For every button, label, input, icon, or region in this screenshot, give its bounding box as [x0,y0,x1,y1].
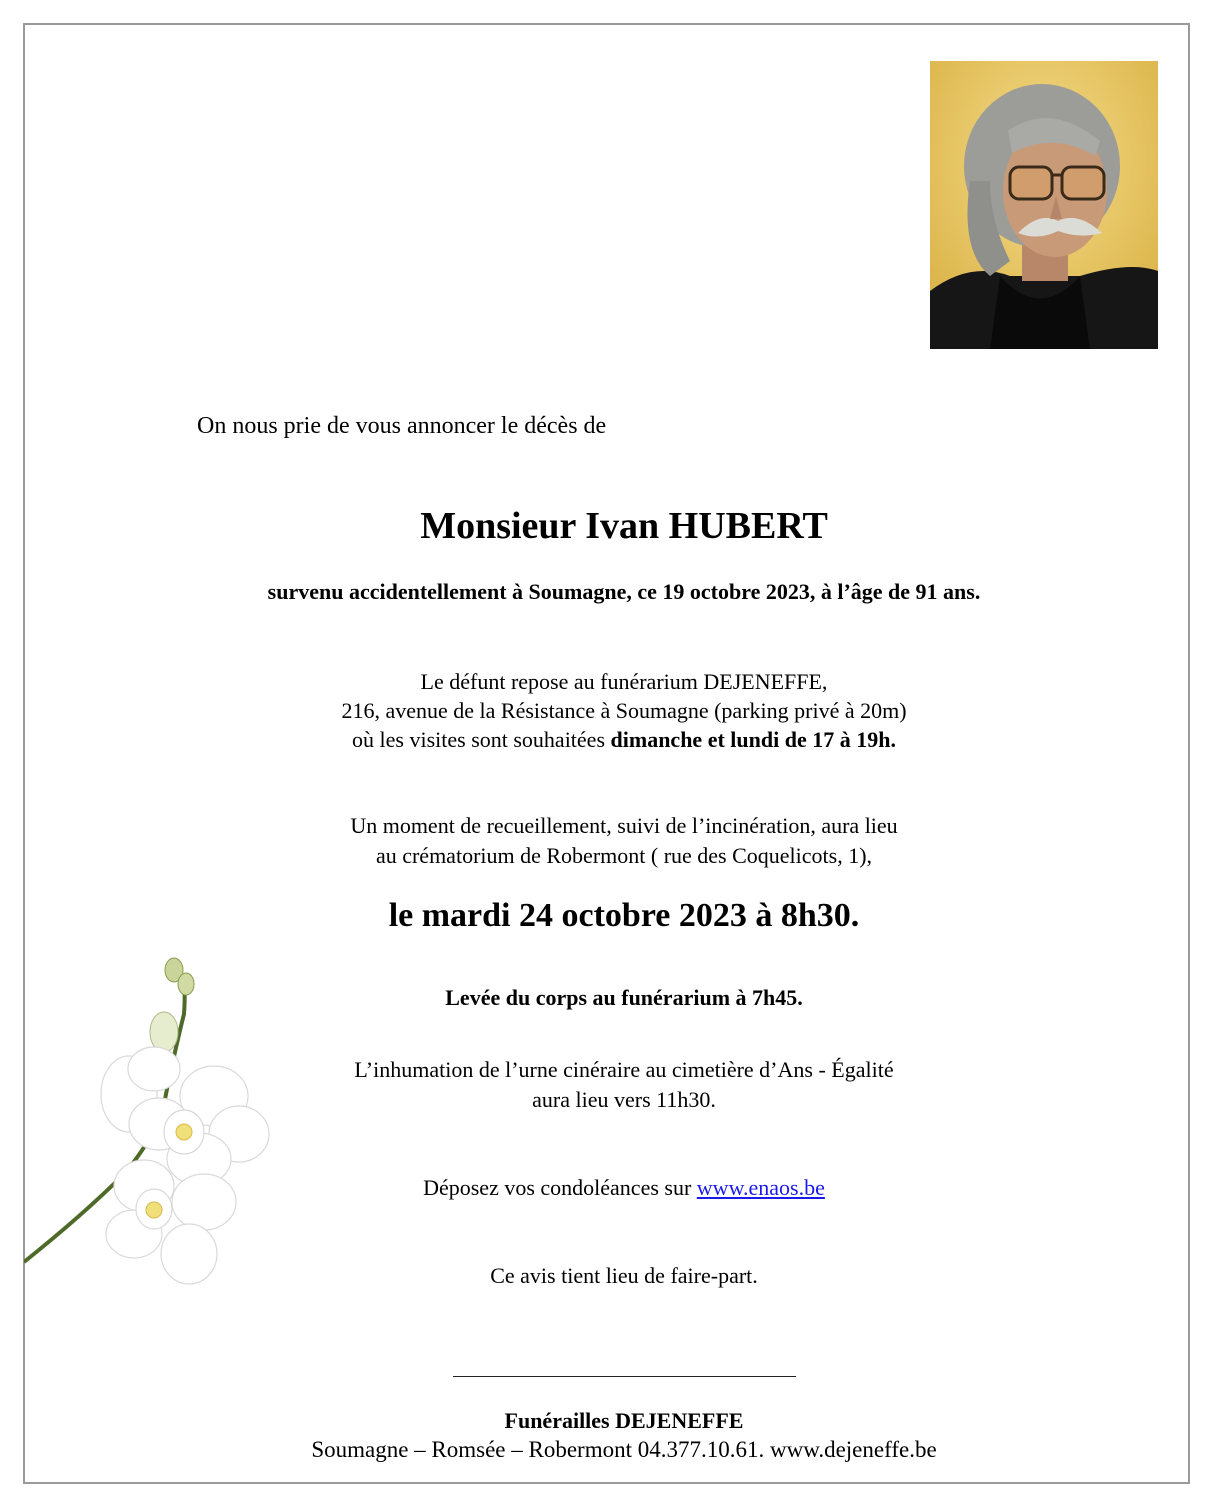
visits-hours: dimanche et lundi de 17 à 19h. [610,727,896,752]
portrait-photo [930,61,1158,349]
levee-text: Levée du corps au funérarium à 7h45. [445,985,803,1010]
faire-part-text: Ce avis tient lieu de faire-part. [490,1263,758,1288]
inhumation-line-2: aura lieu vers 11h30. [532,1087,716,1112]
repose-line-1: Le défunt repose au funérarium DEJENEFFE, [420,669,828,694]
repose-line-3 [8,727,1214,753]
separator-line [453,1376,796,1377]
ceremony-date: le mardi 24 octobre 2023 à 8h30. [388,897,860,934]
deceased-name: Monsieur Ivan HUBERT [420,505,828,547]
circumstances-text: survenu accidentellement à Soumagne, ce 19 octobre 2023, à l’âge de 91 ans. [267,579,981,604]
intro-text: On nous prie de vous annoncer le décès de [197,413,607,439]
ceremony-line-2: au crématorium de Robermont ( rue des Coquelicots, 1), [375,843,873,868]
condolences-prefix: Déposez vos condoléances sur [423,1175,697,1200]
inhumation-line-1: L’inhumation de l’urne cinéraire au cimetière d’Ans - Égalité [354,1057,894,1082]
white-orchid-icon [24,944,314,1304]
funeral-contact: Soumagne – Romsée – Robermont 04.377.10.61. www.dejeneffe.be [311,1437,937,1462]
funeral-company: Funérailles DEJENEFFE [504,1408,744,1433]
visits-prefix: où les visites sont souhaitées [352,727,611,752]
condolences-link[interactable]: www.enaos.be [696,1175,825,1200]
ceremony-line-1: Un moment de recueillement, suivi de l’incinération, aura lieu [350,813,898,838]
repose-line-2: 216, avenue de la Résistance à Soumagne (parking privé à 20m) [341,698,907,723]
